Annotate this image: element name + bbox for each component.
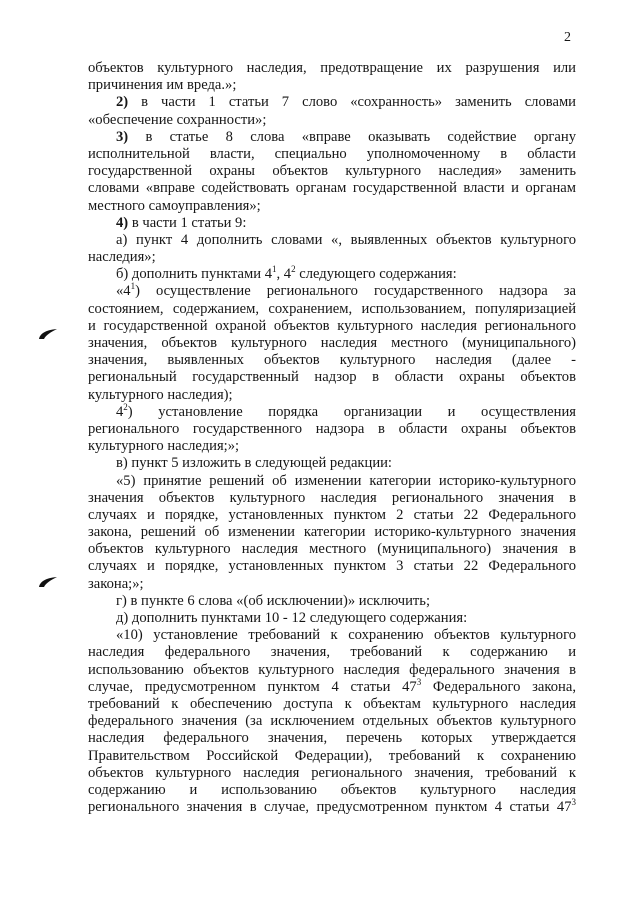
text-line: [88, 129, 576, 146]
line-text: а) пункт 4 дополнить словами «, выявленных объектов культурного: [116, 231, 576, 248]
line-text: требований к обеспечению доступа к объектам культурного наследия: [88, 695, 576, 712]
line-text: закона;»;: [88, 575, 144, 592]
line-text: состоянием, содержанием, сохранением, использованием, популяризацией: [88, 300, 576, 317]
line-text: регионального значения в случае, предусмотренном пунктом 4 статьи 47: [88, 799, 572, 816]
text-line: [88, 765, 576, 782]
line-text: объектов культурного наследия регионального значения, требований к: [88, 764, 576, 781]
line-text: объектов культурного наследия, предотвращение их разрушения или: [88, 60, 576, 76]
text-line: [88, 662, 576, 679]
superscript: 1: [130, 281, 136, 292]
line-text: причинения им вреда.»;: [88, 77, 237, 94]
text-line: [88, 713, 576, 730]
line-text: «5) принятие решений об изменении категории историко-культурного: [116, 472, 576, 489]
line-text: наследия»;: [88, 249, 156, 266]
line-text: в) пункт 5 изложить в следующей редакции:: [116, 455, 392, 472]
text-line: [88, 576, 576, 593]
scan-mark: [38, 576, 58, 588]
text-line: [88, 799, 576, 816]
line-text: случаях и порядке, установленных пунктом 2 статьи 22 Федерального: [88, 506, 576, 523]
document-body: [88, 60, 576, 816]
text-line: [88, 94, 576, 111]
line-text: «4: [116, 283, 131, 300]
line-text: объектов культурного наследия местного (муниципального) значения в: [88, 541, 576, 558]
line-text: следующего содержания:: [295, 266, 457, 283]
text-line: [88, 676, 576, 696]
text-line: [88, 198, 576, 215]
superscript: 3: [571, 797, 576, 808]
text-line: [88, 610, 576, 627]
superscript: 2: [291, 264, 296, 275]
line-text: закона, решений об изменении категории историко-культурного значения: [88, 524, 576, 541]
text-line: [88, 593, 576, 610]
text-line: [88, 490, 576, 507]
page-number: 2: [564, 30, 571, 45]
line-text: значения, объектов культурного наследия местного (муниципального): [88, 335, 576, 351]
line-text: случае, предусмотренном пунктом 4 статьи 47: [88, 678, 417, 695]
text-line: [88, 524, 576, 541]
line-text: б) дополнить пунктами 4: [116, 266, 272, 283]
text-line: [88, 782, 576, 799]
text-line: [88, 215, 576, 232]
text-line: [88, 146, 576, 163]
text-line: [88, 696, 576, 713]
text-line: [88, 473, 576, 490]
line-text: значения, выявленных объектов культурного наследия (далее -: [88, 352, 576, 369]
text-line: [88, 558, 576, 575]
line-text: федерального значения (за исключением отдельных объектов культурного: [88, 713, 576, 730]
text-line: [88, 387, 576, 404]
text-line: [88, 541, 576, 558]
line-text: в статье 8 слова «вправе оказывать содействие органу: [128, 128, 576, 145]
superscript: 2: [123, 401, 128, 412]
text-line: [88, 455, 576, 472]
text-line: [88, 301, 576, 318]
text-line: [88, 112, 576, 129]
line-text: содержанию и использованию объектов культурного наследия: [88, 781, 576, 798]
text-line: [88, 283, 576, 300]
line-text: культурного наследия);: [88, 386, 233, 403]
line-text: местного самоуправления»;: [88, 197, 261, 214]
text-line: [88, 163, 576, 180]
text-line: [88, 249, 576, 266]
text-line: [88, 318, 576, 335]
text-line: [88, 748, 576, 765]
line-text: культурного наследия;»;: [88, 438, 240, 455]
text-line: [88, 438, 576, 455]
line-text: Правительством Российской Федерации), требований к сохранению: [88, 747, 576, 764]
text-line: [88, 401, 576, 421]
text-line: [88, 369, 576, 386]
superscript: 3: [416, 676, 422, 687]
line-text: исполнительной власти, специально уполномоченному в области: [88, 145, 576, 162]
line-text: ) установление порядка организации и осуществления: [127, 403, 576, 420]
line-text: в части 1 статьи 9:: [128, 214, 247, 231]
line-text: в части 1 статьи 7 слово «сохранность» заменить словами: [128, 94, 576, 111]
text-line: [88, 730, 576, 747]
line-text: «обеспечение сохранности»;: [88, 111, 267, 128]
line-text: региональный государственный надзор в области охраны объектов: [88, 369, 576, 386]
text-line: [88, 644, 576, 661]
line-text: значения объектов культурного наследия регионального значения в: [88, 489, 576, 506]
line-text: «10) установление требований к сохранению объектов культурного: [116, 627, 576, 644]
line-text: использованию объектов культурного наследия федерального значения в: [88, 661, 576, 678]
line-text: наследия федерального значения, перечень которых утверждается: [88, 730, 576, 747]
line-text: ) осуществление регионального государственного надзора за: [135, 283, 576, 300]
item-number: 3): [116, 128, 129, 145]
item-number: 4): [116, 214, 129, 231]
text-line: [88, 507, 576, 524]
line-text: регионального государственного надзора в области охраны объектов: [88, 420, 576, 437]
line-text: 4: [116, 403, 124, 420]
text-line: [88, 266, 576, 283]
line-text: случаях и порядке, установленных пунктом 3 статьи 22 Федерального: [88, 558, 576, 575]
text-line: [88, 77, 576, 94]
text-line: [88, 180, 576, 197]
text-line: [88, 335, 576, 352]
line-text: и государственной охраной объектов культурного наследия регионального: [88, 317, 576, 334]
text-line: [88, 627, 576, 644]
scan-mark: [38, 328, 58, 340]
item-number: 2): [116, 94, 129, 111]
text-line: [88, 352, 576, 369]
line-text: д) дополнить пунктами 10 - 12 следующего содержания:: [116, 610, 468, 626]
line-text: г) в пункте 6 слова «(об исключении)» исключить;: [116, 592, 431, 609]
line-text: Федерального закона,: [421, 678, 576, 695]
text-line: [88, 232, 576, 249]
superscript: 1: [272, 264, 277, 275]
line-text: государственной охраны объектов культурного наследия» заменить: [88, 163, 576, 180]
line-text: наследия федерального значения, требований к содержанию и: [88, 644, 576, 661]
text-line: [88, 60, 576, 77]
line-text: словами «вправе содействовать органам государственной власти и органам: [88, 180, 576, 197]
line-text: , 4: [276, 266, 292, 283]
text-line: [88, 421, 576, 438]
